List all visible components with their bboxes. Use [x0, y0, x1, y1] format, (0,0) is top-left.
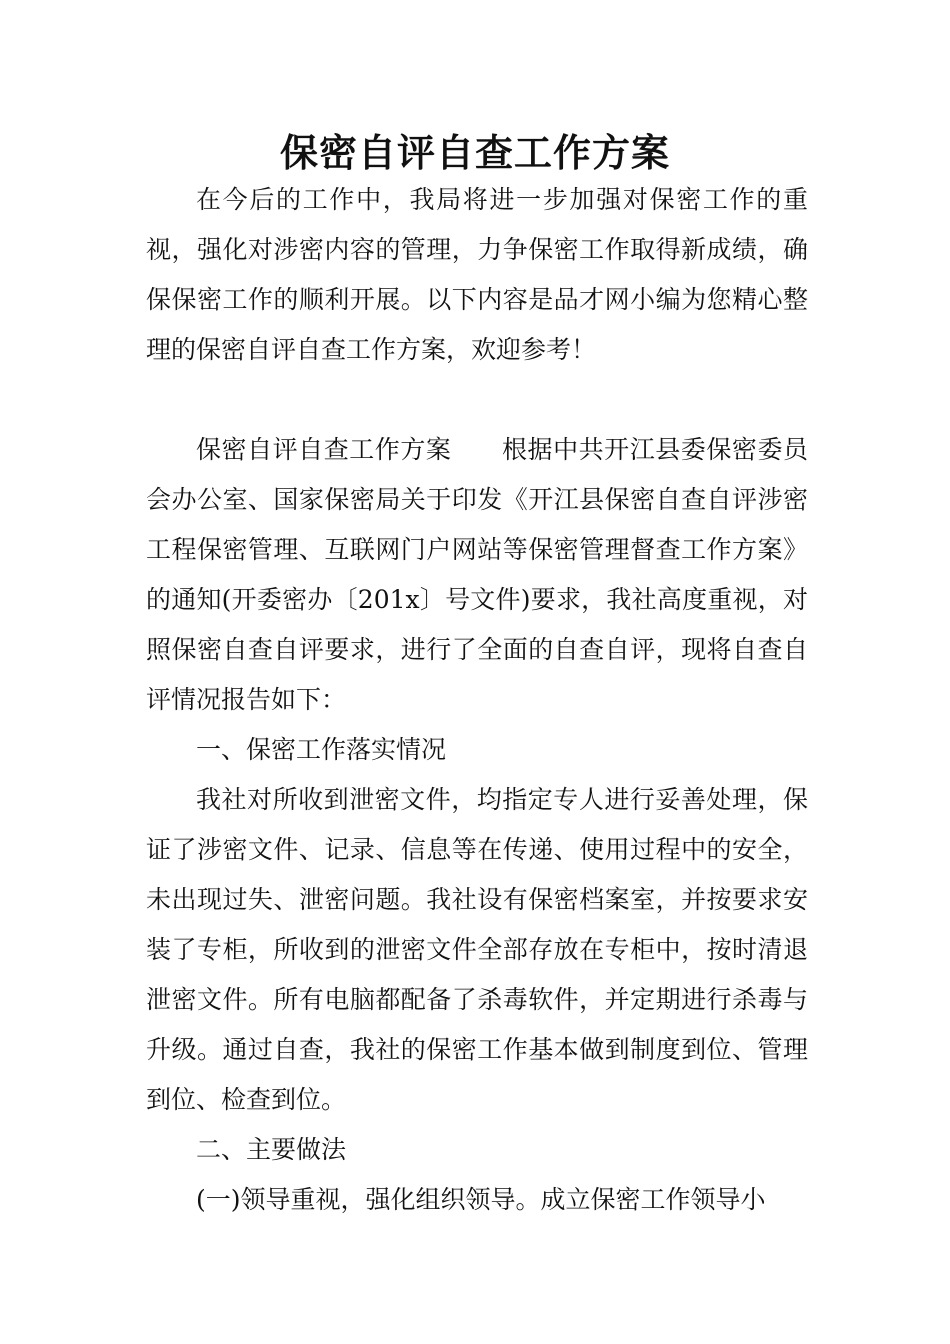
paragraph-implementation: 我社对所收到泄密文件，均指定专人进行妥善处理，保证了涉密文件、记录、信息等在传递、使用过程中的安全，未出现过失、泄密问题。我社设有保密档案室，并按要求安装了专柜，所收到的泄密文件全部存放在专柜中，按时清退泄密文件。所有电脑都配备了杀毒软件，并定期进行杀毒与升级。通过自查，我社的保密工作基本做到制度到位、管理到位、检查到位。 [146, 785, 808, 1114]
blank-line [146, 375, 808, 425]
paragraph-basis [146, 425, 808, 725]
paragraph-basis-lead: 保密自评自查工作方案 [196, 435, 452, 464]
document-title: 保密自评自查工作方案 [279, 131, 670, 175]
section-heading-1: 一、保密工作落实情况 [196, 735, 447, 764]
intro-paragraph: 在今后的工作中，我局将进一步加强对保密工作的重视，强化对涉密内容的管理，力争保密工作取得新成绩，确保保密工作的顺利开展。以下内容是品才网小编为您精心整理的保密自评自查工作方案，欢迎参考！ [146, 185, 808, 364]
section-heading-2: 二、主要做法 [196, 1135, 347, 1164]
paragraph-basis-text: 根据中共开江县委保密委员会办公室、国家保密局关于印发《开江县保密自查自评涉密工程保密管理、互联网门户网站等保密管理督查工作方案》的通知(开委密办〔201x〕号文件)要求，我社高度重视，对照保密自查自评要求，进行了全面的自查自评，现将自查自评情况报告如下： [146, 435, 808, 714]
document-body [146, 175, 808, 1225]
paragraph-leadership: (一)领导重视，强化组织领导。成立保密工作领导小 [196, 1185, 766, 1214]
